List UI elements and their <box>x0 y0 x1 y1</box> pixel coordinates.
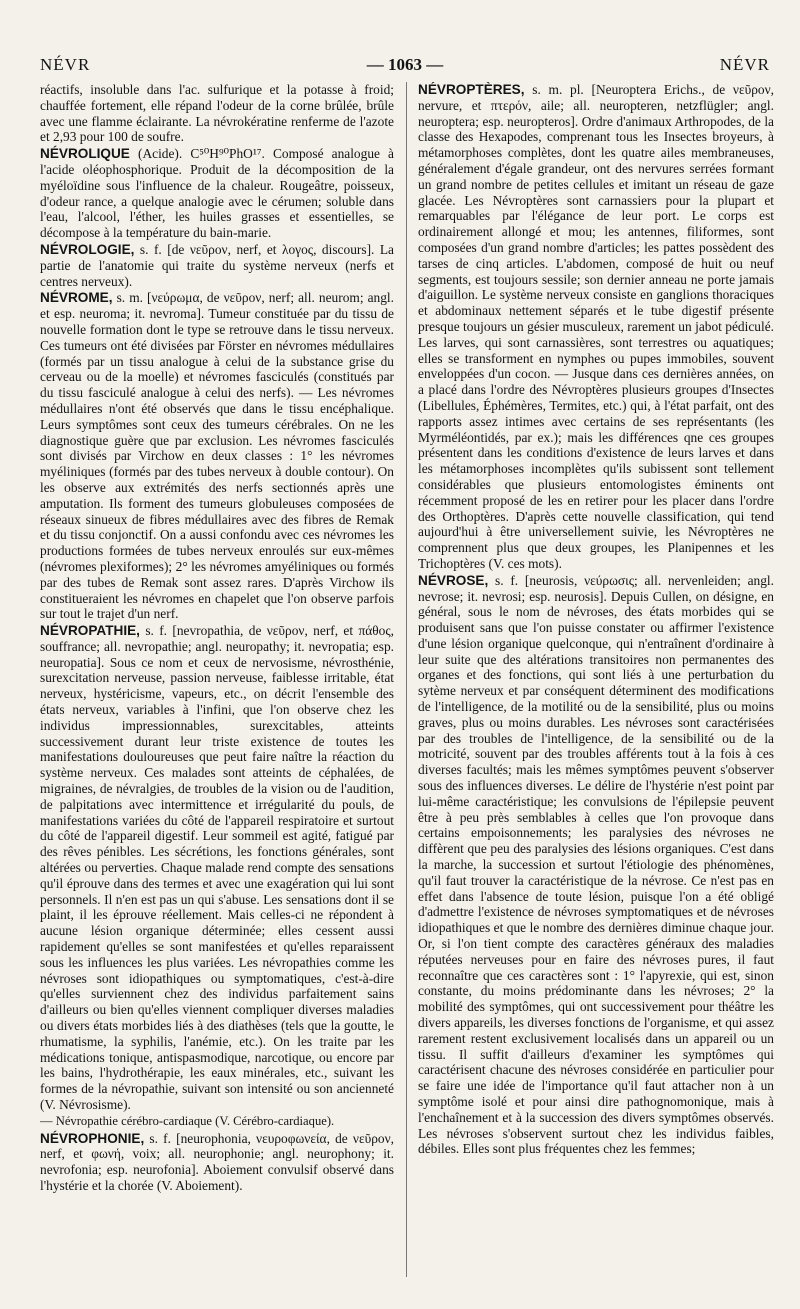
entry-text: (Acide). C⁵⁰H⁹⁰PhO¹⁷. Composé analogue à l'acide oléophosphorique. Produit de la décomposition de la myéloïdine sous l'influence de la chaleur. Rougeâtre, poisseux, d'odeur rance, a quelque analogie avec le cérumen; soluble dans l'eau, l'alcool, l'éther, les huiles grasses et essentielles, se décompose à la température du bain-marie. <box>40 146 394 241</box>
entry-nevrolique <box>40 146 394 241</box>
entry-nevrome <box>40 290 394 622</box>
headword: NÉVROSE, <box>418 572 489 588</box>
column-divider <box>406 82 407 1277</box>
entry-nevrokeratine-continued <box>40 82 394 145</box>
entry-nevropteres <box>418 82 774 572</box>
headword: NÉVROPTÈRES, <box>418 82 525 97</box>
left-column <box>40 82 394 1282</box>
running-header <box>40 50 770 80</box>
right-column <box>418 82 774 1282</box>
headword: NÉVROLIQUE <box>40 146 130 162</box>
headword: NÉVROLOGIE, <box>40 241 135 257</box>
entry-text: réactifs, insoluble dans l'ac. sulfurique et la potasse à froid; chauffée fortement, elle répand l'odeur de la corne brûlée, brûle avec une flamme éclairante. La névrokératine renferme de l'azote et 2,93 pour 100 de soufre. <box>40 82 394 145</box>
entry-nevropathie <box>40 623 394 1113</box>
entry-text: s. f. [nevropathia, de νεῦρον, nerf, et πάθος, souffrance; all. nevropathie; angl. neuropathy; it. nevropatia; esp. neuropatia]. Sous ce nom et ceux de nervosisme, névrosthénie, surexcitation nerveuse, passion nerveuse, faiblesse irritable, état nerveux, hystéricisme, vapeurs, etc., on décrit l'ensemble des états nerveux, variables à l'infini, que l'on observe chez les individus impressionnables, surexcitables, atteints successivement durant leur triste existence de toutes les manifestations douloureuses que peut faire naître la réaction du système nerveux. Ces malades sont atteints de céphalées, de migraines, de névralgies, de troubles de la vision ou de l'audition, de palpitations avec intermittence et irrégularité du pouls, de manifestations variées du côté de l'appareil respiratoire et surtout du côté de l'appareil digestif. Leur sommeil est agité, fatigué par des rêves pénibles. Les sécrétions, les fonctions générales, sont altérées ou perverties. Chaque malade rend compte des sensations qu'il éprouve dans des termes et avec une exagération qui lui sont personnels. Il n'en est pas un qui s'abuse. Les sensations dont il se plaint, il les éprouve réellement. Mais celles-ci ne répondent à aucune lésion organique déterminée; elles cessent aussi rapidement qu'elles se sont manifestées et qu'elles reparaissent sous les influences les plus variées. Les névropathies comme les névroses sont idiopathiques ou symptomatiques, c'est-à-dire qu'elles surviennent chez des individus parfaitement sains d'ailleurs ou bien qu'elles viennent compliquer diverses maladies ou divers états morbides liés à des diathèses (tels que la goutte, le rhumatisme, la syphilis, l'anémie, etc.). On les traite par les médications tonique, antispasmodique, narcotique, ou encore par les bains, l'hydrothérapie, les eaux minérales, etc., suivant les formes de la névropathie, suivant son intensité ou son ancienneté (V. Névrosisme). <box>40 623 394 1112</box>
headword: NÉVROPATHIE, <box>40 623 140 639</box>
entry-nevrologie <box>40 242 394 289</box>
headword: NÉVROPHONIE, <box>40 1130 145 1146</box>
entry-text: s. f. [de νεῦρον, nerf, et λογος, discours]. La partie de l'anatomie qui traite du système nerveux (nerfs et centres nerveux). <box>40 241 394 289</box>
entry-text: s. m. [νεύρωμα, de νεῦρον, nerf; all. neurom; angl. et esp. neuroma; it. nevroma]. Tumeur constituée par du tissu de nouvelle formation dont le type se retrouve dans le tissu nerveux. Ces tumeurs ont été divisées par Förster en névromes médullaires (formés par un tissu analogue à celui de la substance grise du cerveau ou de la moelle) et névromes fasciculés (constitués par du tissu fasciculé analogue à celui des nerfs). — Les névromes médullaires n'ont été observés que dans le tissu encéphalique. Leurs symptômes sont ceux des tumeurs cérébrales. On ne les diagnostique guère que par exclusion. Les névromes fasciculés sont divisés par Virchow en deux classes : 1° les névromes myéliniques (formés par des tubes nerveux à double contour). On les observe aux extrémités des nerfs sectionnés après une amputation. Ils forment des tumeurs globuleuses composées de réseaux sinueux de fibres médullaires avec des fibres de Remak et du tissu conjonctif. On a aussi confondu avec ces névromes les productions formées de tubes nerveux enroulés sur eux-mêmes (névromes plexiformes); 2° les névromes amyéliniques ou formés par des tubes de Remak sont assez rares. D'après Virchow ils constitueraient les névromes en chapelet que l'on observe parfois sur tout le trajet d'un nerf. <box>40 290 394 622</box>
page-number: — 1063 — <box>366 55 444 74</box>
entry-nevrophonie <box>40 1131 394 1194</box>
entry-text: — Névropathie cérébro-cardiaque (V. Cérébro-cardiaque). <box>40 1113 335 1128</box>
entry-text: s. m. pl. [Neuroptera Erichs., de νεῦρον, nervure, et πτερόν, aile; all. neuropteren, netzflügler; angl. neuroptera; esp. neuropteros]. Ordre d'animaux Arthropodes, de la classe des Hexapodes, comprenant tous les Insectes broyeurs, à métamorphoses complètes, dont les quatre ailes membraneuses, généralement d'égale grandeur, ont des nervures serrées formant un grand nombre de petites cellules et imitant un réseau de gaze glacée. Les Névroptères sont carnassiers pour la plupart et remarquables par l'élégance de leur port. Le corps est ordinairement allongé et mou; les antennes, filiformes, sont composées d'un grand nombre d'articles; les pattes possèdent des tarses de cinq articles. L'abdomen, composé de huit ou neuf segments, est toujours sessile; son dernier anneau ne porte jamais d'aiguillon. Le système nerveux consiste en ganglions thoraciques et abdominaux nettement séparés et le tube digestif présente presque toujours un gésier musculeux, rarement un jabot pédiculé. Les larves, qui sont carnassières, sont terrestres ou aquatiques; elles se transforment en nymphes ou pupes immobiles, souvent enveloppées d'un cocon. — Jusque dans ces dernières années, on a placé dans l'ordre des Névroptères plusieurs groupes d'Insectes (Libellules, Éphémères, Termites, etc.) qui, à l'état parfait, ont des rapports assez intimes avec certains de ses représentants (les Myrméléontidés, par ex.); mais les différences qne ces groupes présentent dans les conditions d'existence de leurs larves et dans les métamorphoses incomplètes qu'ils subissent sont tellement considérables que plusieurs entomologistes éminents ont récemment proposé de les en retirer pour les placer dans l'ordre des Orthoptères. D'après cette nouvelle classification, qui tend aujourd'hui à être universellement suivie, les Névroptères ne comprennent plus que deux groupes, les Planipennes et les Trichoptères (V. ces mots). <box>418 82 774 571</box>
header-right-word: NÉVR <box>719 55 770 74</box>
entry-nevrose <box>418 573 774 1157</box>
entry-text: s. f. [neurosis, νεύρωσις; all. nervenleiden; angl. nevrose; it. nevrosi; esp. neurosis]. Depuis Cullen, on désigne, en général, sous le nom de névroses, des états morbides qui se produisent sans que l'on puisse constater ou affirmer l'existence d'une lésion organique quelconque, qui n'entraînent d'ordinaire à leur suite que des altérations transitoires non permanentes des organes et des fonctions, qui sont liés à une perturbation du sytème nerveux et par conséquent déterminent des modifications de l'intelligence, de la motilité ou de la sensibilité, plus ou moins graves, plus ou moins durables. Les névroses sont caractérisées par des troubles de l'intelligence, de la sensibilité ou de la motricité, souvent par des troubles afférents tout à la fois à ces diverses facultés; mais les mêmes symptômes peuvent s'observer sous des influences diverses. Le délire de l'hystérie n'est point par lui-même caractéristique; les convulsions de l'épilepsie peuvent être à peu près semblables à celles que l'on provoque dans certains empoisonnements; les paralysies des névroses ne diffèrent que peu des paralysies des lésions organiques. C'est dans la marche, la succession et surtout l'étiologie des phénomènes, qu'il faut trouver la caractéristique de la névrose. Ce n'est pas en effet dans l'absence de toute lésion, puisque l'on a été obligé d'admettre l'existence de névroses symptomatiques et de névroses idiopathiques et que le nombre des dernières diminue chaque jour. Or, si l'on tient compte des caractères généraux des maladies réputées nerveuses pour en faire des névroses pures, il faut reconnaître que ces caractères sont : 1° l'apyrexie, qui est, sinon constante, du moins prédominante dans les névroses; 2° la mobilité des symptômes, qui ont successivement pour théâtre les divers appareils, les diverses fonctions de l'organisme, et qui assez rarement restent exclusivement localisés dans un appareil ou un tissu. Il suffit d'ailleurs d'examiner les symptômes qui caractérisent chacune des névroses considérée en particulier pour se faire une idée de l'importance qu'il faut attacher non à un symptôme isolé et pour ainsi dire pathognomonique, mais à l'enchaînement et à la succession des divers symptômes observés. Les névroses s'observent surtout chez les individus faibles, débiles. Elles sont plus fréquentes chez les femmes; <box>418 572 774 1157</box>
entry-text: s. f. [neurophonia, νευροφωνεία, de νεῦρον, nerf, et φωνή, voix; all. neurophonie; angl. neurophony; it. nevrofonia; esp. neurofonia]. Aboiement convulsif observé dans l'hystérie et la chorée (V. Aboiement). <box>40 1130 394 1193</box>
headword: NÉVROME, <box>40 290 113 306</box>
header-left-word: NÉVR <box>40 55 91 74</box>
entry-subentry-cerebro-cardiaque <box>40 1114 394 1130</box>
